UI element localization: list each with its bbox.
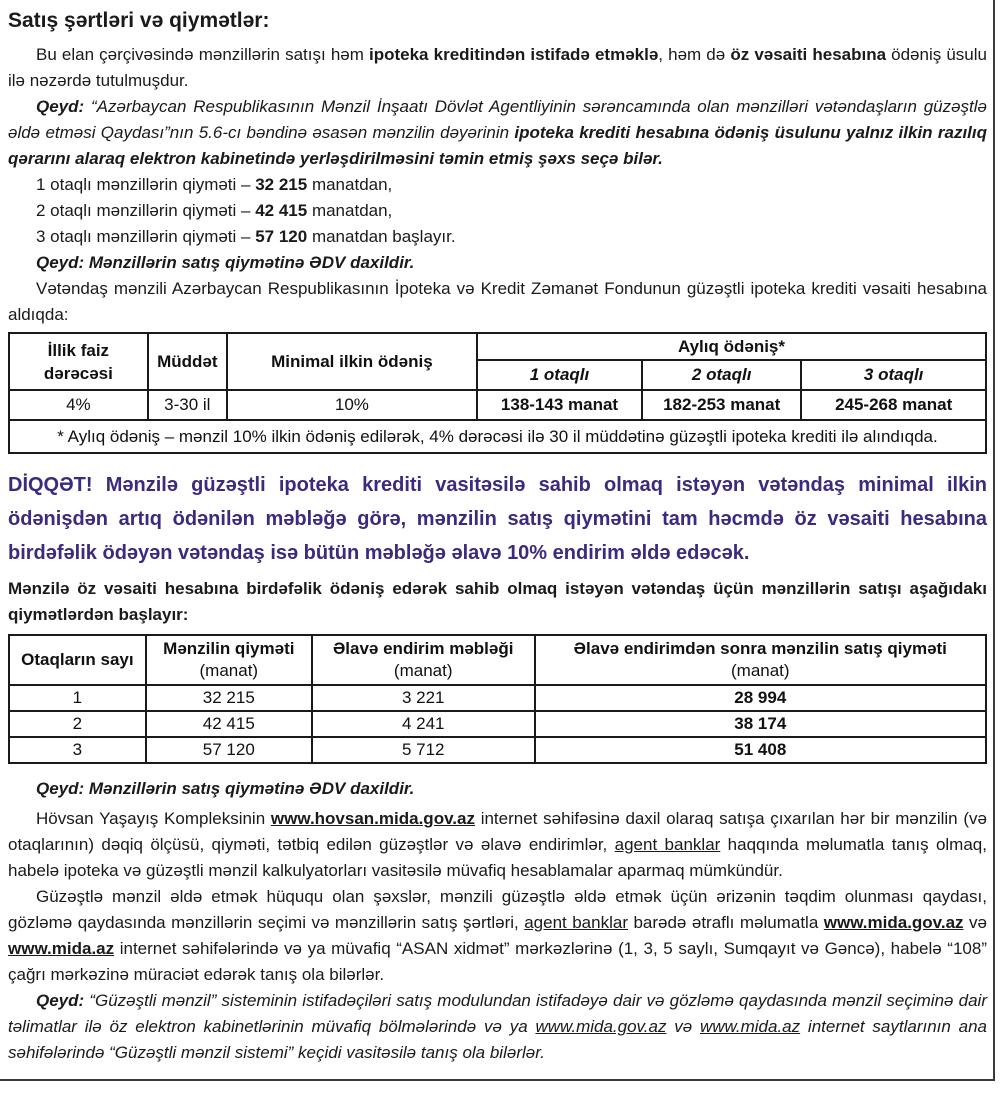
text-segment: Vətəndaş mənzili Azərbaycan Respublikasının İpoteka və Kredit Zəmanət Fondunun güzəştli ipoteka krediti vəsaiti hesabına aldıqda: [8,279,987,324]
link-mida-az-1[interactable]: www.mida.az [8,939,115,958]
cell-down-payment: 10% [227,390,477,420]
note-system-paragraph [8,988,987,1066]
cell-price: 57 120 [146,737,312,763]
table-header-row [9,333,986,360]
cell-term: 3-30 il [148,390,227,420]
text-segment: manatdan, [307,201,393,220]
note-rule-paragraph [8,94,987,172]
table-footnote-row [9,420,986,453]
text-segment: manatdan başlayır. [307,227,456,246]
text-segment: 2 otaqlı mənzillərin qiyməti – [36,201,256,220]
discount-prices-table [8,634,987,764]
text-segment: , həm də [658,45,731,64]
text-segment: Bu elan çərçivəsində mənzillərin satışı həm [36,45,369,64]
text-segment: “Azərbaycan Respublikasının Mənzil İnşaatı Dövlət Agentliyinin sərəncamında olan mənzilləri vətəndaşların güzəştlə əldə etməsi Qaydası”nın 5.6-cı bəndinə əsasən mənzilin dəyərinin [8,97,988,142]
text-segment: internet səhifələrində və ya müvafiq “ASAN xidmət” mərkəzlərinə (1, 3, 5 saylı, Sumqayıt və Gəncə), habelə “108” çağrı mərkəzinə müraciət edərək tanış ola bilərlər. [8,939,987,984]
text-segment: Qeyd: [36,991,90,1010]
col-header-monthly-payment: Aylıq ödəniş* [477,333,986,360]
cell-room-count: 1 [9,685,146,711]
cell-rate: 4% [9,390,148,420]
text-segment: DİQQƏT! Mənzilə güzəştli ipoteka krediti vasitəsilə sahib olmaq istəyən vətəndaş minimal ilkin ödənişdən artıq ödənilən məbləğə görə, mənzilin satış qiymətini tam həcmdə öz vəsaiti hesabına birdəfəlik ödəyən vətəndaş isə bütün məbləğə əlavə 10% endirim əldə edəcək. [8,474,987,564]
cell-discount: 4 241 [312,711,535,737]
link-mida-gov-az-2[interactable]: www.mida.gov.az [535,1017,667,1036]
price-line-1room [8,172,987,198]
text-segment: internet səhifəsinə daxil olaraq satışa çıxarılan hər bir mənzilin (və otaqlarının) dəqiq ölçüsü, qiyməti, tətbiq edilən güzəştlər və əlavə endirimlər, [8,809,987,854]
text-segment: öz vəsaiti hesabına [730,45,887,64]
text-segment: barədə ətraflı məlumatla [627,913,824,932]
cell-room-count: 3 [9,737,146,763]
text-segment: və [963,913,987,932]
cell-payment-3room: 245-268 manat [801,390,986,420]
cell-room-count: 2 [9,711,146,737]
mortgage-terms-table [8,332,987,454]
text-segment: ipoteka kreditindən istifadə etməklə [369,45,659,64]
table-row [9,390,986,420]
table-header-row [9,635,986,685]
text-segment: haqqında məlumatla tanış olmaq, habelə ipoteka və güzəştli mənzil kalkulyatorları vasitəsilə müvafiq hesablamalar aparmaq mümkündür. [8,835,987,880]
col-header-term: Müddət [148,333,227,390]
note-vat-paragraph-1 [8,250,987,276]
col-header-apartment-price [146,635,312,685]
eligibility-info-paragraph [8,884,987,988]
col-header-room-count [9,635,146,685]
table-row [9,737,986,763]
header-label: Mənzilin qiyməti [163,639,295,658]
text-segment: 32 215 [255,175,308,194]
table-row [9,685,986,711]
intro-paragraph [8,42,987,94]
link-mida-gov-az-1[interactable]: www.mida.gov.az [823,913,964,932]
cell-final-price: 51 408 [535,737,986,763]
text-segment: ödəniş üsulu ilə nəzərdə tutulmuşdur. [8,45,987,90]
col-header-price-after-discount [535,635,986,685]
cell-payment-1room: 138-143 manat [477,390,642,420]
text-segment: və [666,1017,700,1036]
header-label: Əlavə endirim məbləği [332,639,514,658]
page-title: Satış şərtləri və qiymətlər: [8,9,270,32]
text-segment: Güzəştlə mənzil əldə etmək hüququ olan şəxslər, mənzili güzəştlə əldə etmək üçün ərizənin təqdim olunması qaydası, gözləmə qaydasında mənzillərin seçimi və mənzillərin satış şərtləri, [8,887,987,932]
text-segment: Qeyd: Mənzillərin satış qiymətinə ƏDV daxildir. [36,779,415,798]
header-unit: (manat) [199,661,259,680]
table-footnote: * Aylıq ödəniş – mənzil 10% ilkin ödəniş edilərək, 4% dərəcəsi ilə 30 il müddətinə güzəştli ipoteka krediti ilə alındıqda. [9,420,986,453]
col-header-1room: 1 otaqlı [477,360,642,390]
col-header-min-down: Minimal ilkin ödəniş [227,333,477,390]
cell-final-price: 38 174 [535,711,986,737]
table-row [9,711,986,737]
link-agent-banks-2[interactable]: agent banklar [524,913,628,932]
hovsan-info-paragraph [8,806,987,884]
link-mida-az-2[interactable]: www.mida.az [700,1017,801,1036]
attention-paragraph [8,468,987,570]
text-segment: Qeyd: Mənzillərin satış qiymətinə ƏDV daxildir. [36,253,415,272]
col-header-3room: 3 otaqlı [801,360,986,390]
text-segment: 1 otaqlı mənzillərin qiyməti – [36,175,256,194]
text-segment: “Güzəştli mənzil” sisteminin istifadəçiləri satış modulundan istifadəyə dair və gözləmə qaydasında mənzil seçiminə dair təlimatlar ilə öz elektron kabinetlərinin müvafiq bölmələrində və ya [8,991,987,1036]
text-segment: 3 otaqlı mənzillərin qiyməti – [36,227,256,246]
mortgage-intro-paragraph [8,276,987,328]
note-vat-paragraph-2 [8,776,987,802]
cell-discount: 3 221 [312,685,535,711]
header-label: Əlavə endirimdən sonra mənzilin satış qiyməti [573,639,947,658]
link-hovsan-mida-gov-az[interactable]: www.hovsan.mida.gov.az [270,809,475,828]
cell-payment-2room: 182-253 manat [642,390,801,420]
cell-price: 32 215 [146,685,312,711]
text-segment: Mənzilə öz vəsaiti hesabına birdəfəlik ödəniş edərək sahib olmaq istəyən vətəndaş üçün mənzillərin satışı aşağıdakı qiymətlərdən başlayır: [8,579,987,624]
text-segment: ipoteka krediti hesabına ödəniş üsulunu yalnız ilkin razılıq qərarını alaraq elektron kabinetində yerləşdirilməsini təmin etmiş şəxs seçə bilər. [8,123,987,168]
cell-discount: 5 712 [312,737,535,763]
text-segment: 57 120 [255,227,308,246]
price-line-3room [8,224,987,250]
text-segment: 42 415 [255,201,308,220]
col-header-annual-rate: İllik faiz dərəcəsi [9,333,148,390]
text-segment: Qeyd: [36,97,91,116]
col-header-extra-discount [312,635,535,685]
text-segment: internet saytlarının ana səhifələrində “Güzəştli mənzil sistemi” keçidi vasitəsilə tanış ola bilərlər. [8,1017,987,1062]
header-unit: (manat) [731,661,790,680]
col-header-2room: 2 otaqlı [642,360,801,390]
header-unit: (manat) [393,661,453,680]
cell-price: 42 415 [146,711,312,737]
link-agent-banks-1[interactable]: agent banklar [614,835,721,854]
header-label: Otaqların sayı [21,650,134,669]
text-segment: Hövsan Yaşayış Kompleksinin [36,809,271,828]
price-line-2room [8,198,987,224]
text-segment: manatdan, [307,175,393,194]
cell-final-price: 28 994 [535,685,986,711]
own-funds-intro-paragraph [8,576,987,628]
